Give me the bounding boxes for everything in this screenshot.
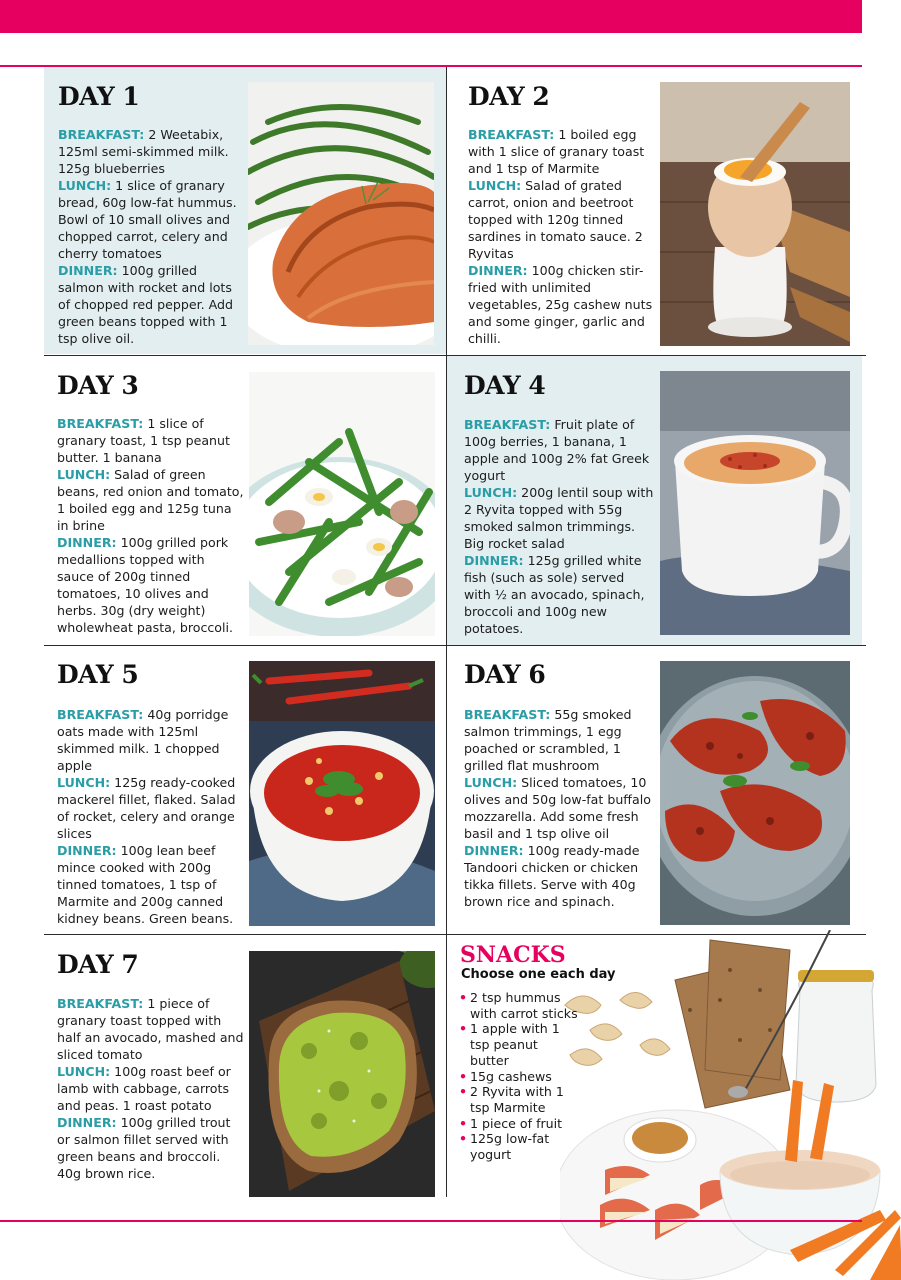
day-4-title: DAY 4 bbox=[464, 371, 546, 400]
day-6-lunch: LUNCH: Sliced tomatoes, 10 olives and 50g low-fat buffalo mozzarella. Add some fresh basil and 1 tsp olive oil bbox=[464, 775, 651, 841]
day-4-lunch: LUNCH: 200g lentil soup with 2 Ryvita topped with 55g smoked salmon trimmings. Big rocket salad bbox=[464, 485, 654, 551]
snacks-title: SNACKS bbox=[460, 942, 566, 968]
day-3-lunch: LUNCH: Salad of green beans, red onion and tomato, 1 boiled egg and 125g tuna in brine bbox=[57, 467, 244, 533]
day-5-menu bbox=[57, 706, 245, 927]
day-1-menu bbox=[58, 126, 244, 347]
day-2-lunch: LUNCH: Salad of grated carrot, onion and beetroot topped with 120g tinned sardines in tomato sauce. 2 Ryvitas bbox=[468, 178, 643, 261]
tandoori-chicken-photo bbox=[660, 661, 850, 925]
day-2-breakfast: BREAKFAST: 1 boiled egg with 1 slice of granary toast and 1 tsp of Marmite bbox=[468, 127, 645, 176]
day-6-title: DAY 6 bbox=[464, 660, 546, 689]
snack-list bbox=[458, 990, 578, 1163]
day-5-title: DAY 5 bbox=[57, 660, 139, 689]
day-6-dinner: DINNER: 100g ready-made Tandoori chicken or chicken tikka fillets. Serve with 40g brown rice and spinach. bbox=[464, 843, 640, 909]
snack-item: • 2 tsp hummus with carrot sticks bbox=[458, 990, 578, 1021]
grilled-salmon-green-beans-photo bbox=[248, 82, 434, 345]
snacks-subtitle: Choose one each day bbox=[461, 967, 616, 982]
bottom-rule bbox=[0, 1220, 862, 1222]
day-5-breakfast: BREAKFAST: 40g porridge oats made with 125ml skimmed milk. 1 chopped apple bbox=[57, 707, 229, 773]
tomato-bean-soup-photo bbox=[249, 661, 435, 926]
day-6-breakfast: BREAKFAST: 55g smoked salmon trimmings, 1 egg poached or scrambled, 1 grilled flat mushroom bbox=[464, 707, 632, 773]
day-1-dinner: DINNER: 100g grilled salmon with rocket and lots of chopped red pepper. Add green beans topped with 1 tsp olive oil. bbox=[58, 263, 234, 346]
day-1-breakfast: BREAKFAST: 2 Weetabix, 125ml semi-skimmed milk. 125g blueberries bbox=[58, 127, 229, 176]
snack-item: • 15g cashews bbox=[458, 1069, 578, 1085]
day-4-breakfast: BREAKFAST: Fruit plate of 100g berries, 1 banana, 1 apple and 100g 2% fat Greek yogurt bbox=[464, 417, 650, 483]
day-5-dinner: DINNER: 100g lean beef mince cooked with 200g tinned tomatoes, 1 tsp of Marmite and 200g canned kidney beans. Green beans. bbox=[57, 843, 234, 926]
day-3-breakfast: BREAKFAST: 1 slice of granary toast, 1 tsp peanut butter. 1 banana bbox=[57, 416, 230, 465]
snack-collage-photo bbox=[560, 930, 901, 1280]
snack-item: • 2 Ryvita with 1 tsp Marmite bbox=[458, 1084, 578, 1115]
column-divider bbox=[446, 67, 447, 1197]
day-2-dinner: DINNER: 100g chicken stir-fried with unlimited vegetables, 25g cashew nuts and some ginger, garlic and chilli. bbox=[468, 263, 653, 346]
day-6-menu bbox=[464, 706, 656, 910]
day-1-title: DAY 1 bbox=[58, 82, 140, 111]
day-7-title: DAY 7 bbox=[57, 950, 139, 979]
day-7-breakfast: BREAKFAST: 1 piece of granary toast topped with half an avocado, mashed and sliced tomato bbox=[57, 996, 244, 1062]
snack-item: • 1 apple with 1 tsp peanut butter bbox=[458, 1021, 578, 1068]
day-3-dinner: DINNER: 100g grilled pork medallions topped with sauce of 200g tinned tomatoes, 10 olives and herbs. 30g (dry weight) wholewheat pasta, broccoli. bbox=[57, 535, 234, 635]
row-divider-2 bbox=[44, 645, 866, 646]
day-3-menu bbox=[57, 415, 245, 636]
day-2-title: DAY 2 bbox=[468, 82, 550, 111]
day-2-menu bbox=[468, 126, 654, 347]
day-4-menu bbox=[464, 416, 654, 637]
day-4-dinner: DINNER: 125g grilled white fish (such as sole) served with ½ an avocado, spinach, broccoli and 100g new potatoes. bbox=[464, 553, 645, 636]
snack-item: • 1 piece of fruit bbox=[458, 1116, 578, 1132]
day-5-lunch: LUNCH: 125g ready-cooked mackerel fillet, flaked. Salad of rocket, celery and orange slices bbox=[57, 775, 236, 841]
day-7-menu bbox=[57, 995, 245, 1182]
row-divider-1 bbox=[44, 355, 866, 356]
day-7-lunch: LUNCH: 100g roast beef or lamb with cabbage, carrots and peas. 1 roast potato bbox=[57, 1064, 231, 1113]
day-1-lunch: LUNCH: 1 slice of granary bread, 60g low-fat hummus. Bowl of 10 small olives and chopped carrot, celery and cherry tomatoes bbox=[58, 178, 237, 261]
day-7-dinner: DINNER: 100g grilled trout or salmon fillet served with green beans and broccoli. 40g brown rice. bbox=[57, 1115, 231, 1181]
lentil-soup-cup-photo bbox=[660, 371, 850, 635]
green-bean-tuna-salad-photo bbox=[249, 372, 435, 636]
top-accent-bar bbox=[0, 0, 862, 33]
boiled-egg-toast-photo bbox=[660, 82, 850, 346]
avocado-toast-photo bbox=[249, 951, 435, 1197]
day-3-title: DAY 3 bbox=[57, 371, 139, 400]
snack-item: • 125g low-fat yogurt bbox=[458, 1131, 578, 1162]
